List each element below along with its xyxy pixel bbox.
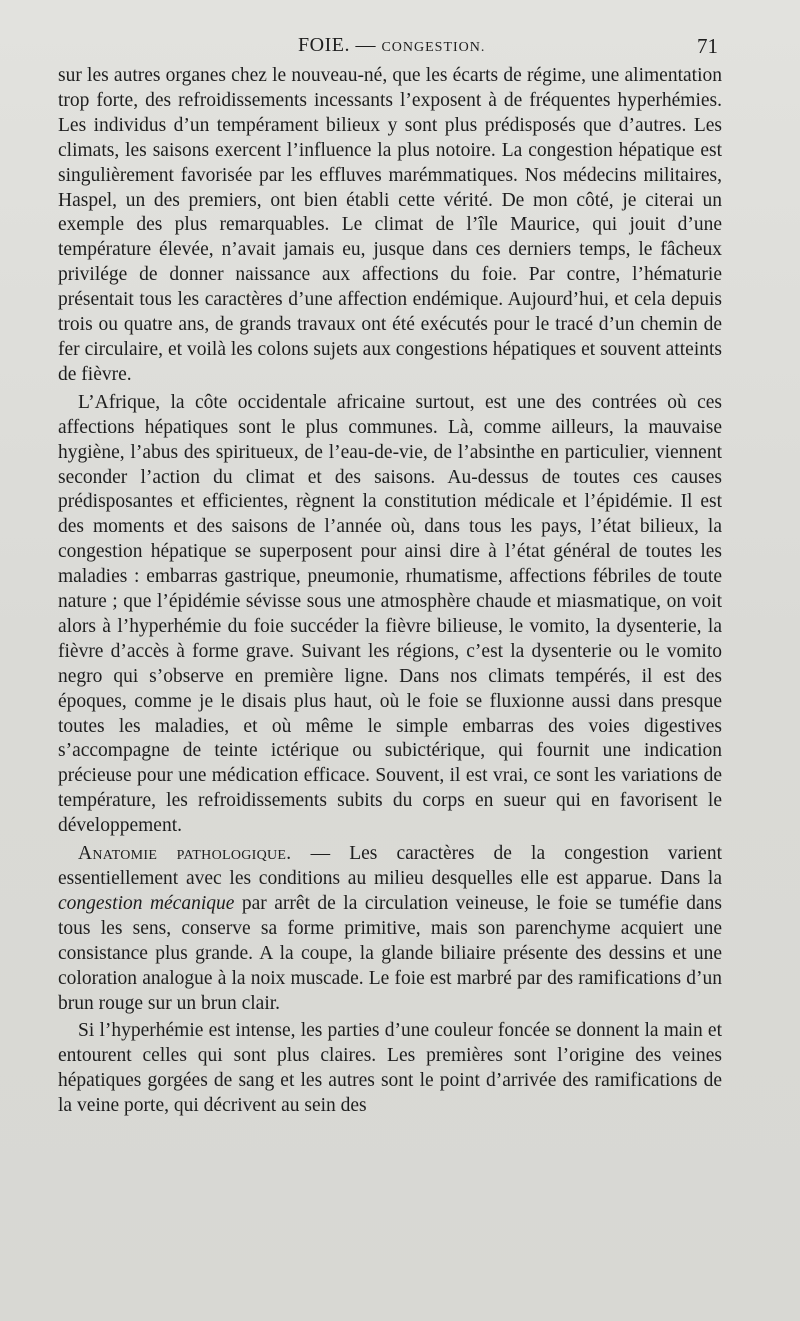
paragraph-continuation: sur les autres organes chez le nouveau-né, que les écarts de régime, une alimentation trop forte, des refroidissements incessants l’exposent à de fréquentes hyperhémies. Les individus d’un tempérament bilieux y sont plus prédisposés que d’autres. Les climats, les saisons exercent l’influence la plus notoire. La congestion hépatique est singulièrement favorisée par les effluves marémmatiques. Nos médecins militaires, Haspel, un des premiers, ont bien établi cette vérité. De mon côté, je citerai un exemple des plus remarquables. Le climat de l’île Maurice, qui jouit d’une température élevée, n’avait jamais eu, jusque dans ces derniers temps, le fâcheux privilége de donner naissance aux affections du foie. Par contre, l’hématurie présentait tous les caractères d’une affection endémique. Aujourd’hui, et cela depuis trois ou quatre ans, de grands travaux ont été exécutés pour le tracé d’un chemin de fer circulaire, et voilà les colons sujets aux congestions hépatiques et souvent atteints de fièvre. bbox=[58, 65, 722, 385]
running-title-sub: CONGESTION. bbox=[381, 40, 486, 55]
section-heading: Anatomie pathologique. bbox=[78, 843, 292, 865]
running-title bbox=[298, 34, 485, 57]
emphasis-congestion-mecanique: congestion mécanique bbox=[58, 892, 235, 914]
paragraph-hyperhemie: Si l’hyperhémie est intense, les parties d’une couleur foncée se donnent la main et entourent celles qui sont plus claires. Les premières sont l’origine des veines hépatiques gorgées de sang et les autres sont le point d’arrivée des ramifications de la veine porte, qui décrivent au sein des bbox=[58, 1020, 722, 1117]
page-header bbox=[58, 34, 718, 60]
body-text bbox=[58, 64, 722, 1119]
page-number: 71 bbox=[697, 34, 718, 58]
paragraph-anatomie bbox=[58, 842, 722, 1016]
paragraph-anatomie-text-b: par arrêt de la circulation veineuse, le foie se tuméfie dans tous les sens, conserve sa forme primitive, mais son parenchyme acquiert une consistance plus grande. A la coupe, la glande biliaire présente des dessins et une coloration analogue à la noix muscade. Le foie est marbré par des ramifications d’un brun rouge sur un brun clair. bbox=[58, 892, 722, 1014]
paragraph-anatomie-text-a: — Les caractères de la congestion varient essentiellement avec les conditions au milieu desquelles elle est apparue. Dans la bbox=[58, 843, 722, 889]
running-title-dash: — bbox=[349, 34, 382, 56]
running-title-main: FOIE. bbox=[298, 34, 350, 56]
paragraph-afrique: L’Afrique, la côte occidentale africaine surtout, est une des contrées où ces affections hépatiques sont le plus communes. Là, comme ailleurs, la mauvaise hygiène, l’abus des spiritueux, de l’eau-de-vie, de l’absinthe en particulier, viennent seconder l’action du climat et des saisons. Au-dessus de toutes ces causes prédisposantes et efficientes, règnent la constitution médicale et l’épidémie. Il est des moments et des saisons de l’année où, dans tous les pays, l’état bilieux, la congestion hépatique se superposent pour ainsi dire à l’état général de toutes les maladies : embarras gastrique, pneumonie, rhumatisme, affections fébriles de toute nature ; que l’épidémie sévisse sous une atmosphère chaude et miasmatique, on voit alors à l’hyperhémie du foie succéder la fièvre bilieuse, le vomito, la dysenterie, la fièvre d’accès à forme grave. Suivant les régions, c’est la dysenterie ou le vomito negro qui s’observe en première ligne. Dans nos climats tempérés, il est des époques, comme je le disais plus haut, où le foie se fluxionne aussi dans presque toutes les maladies, et où même le simple embarras des voies digestives s’accompagne de teinte ictérique ou subictérique, qui fournit une indication précieuse pour une médication efficace. Souvent, il est vrai, ce sont les variations de température, les refroidissements subits du corps en sueur qui en favorisent le développement. bbox=[58, 391, 722, 837]
